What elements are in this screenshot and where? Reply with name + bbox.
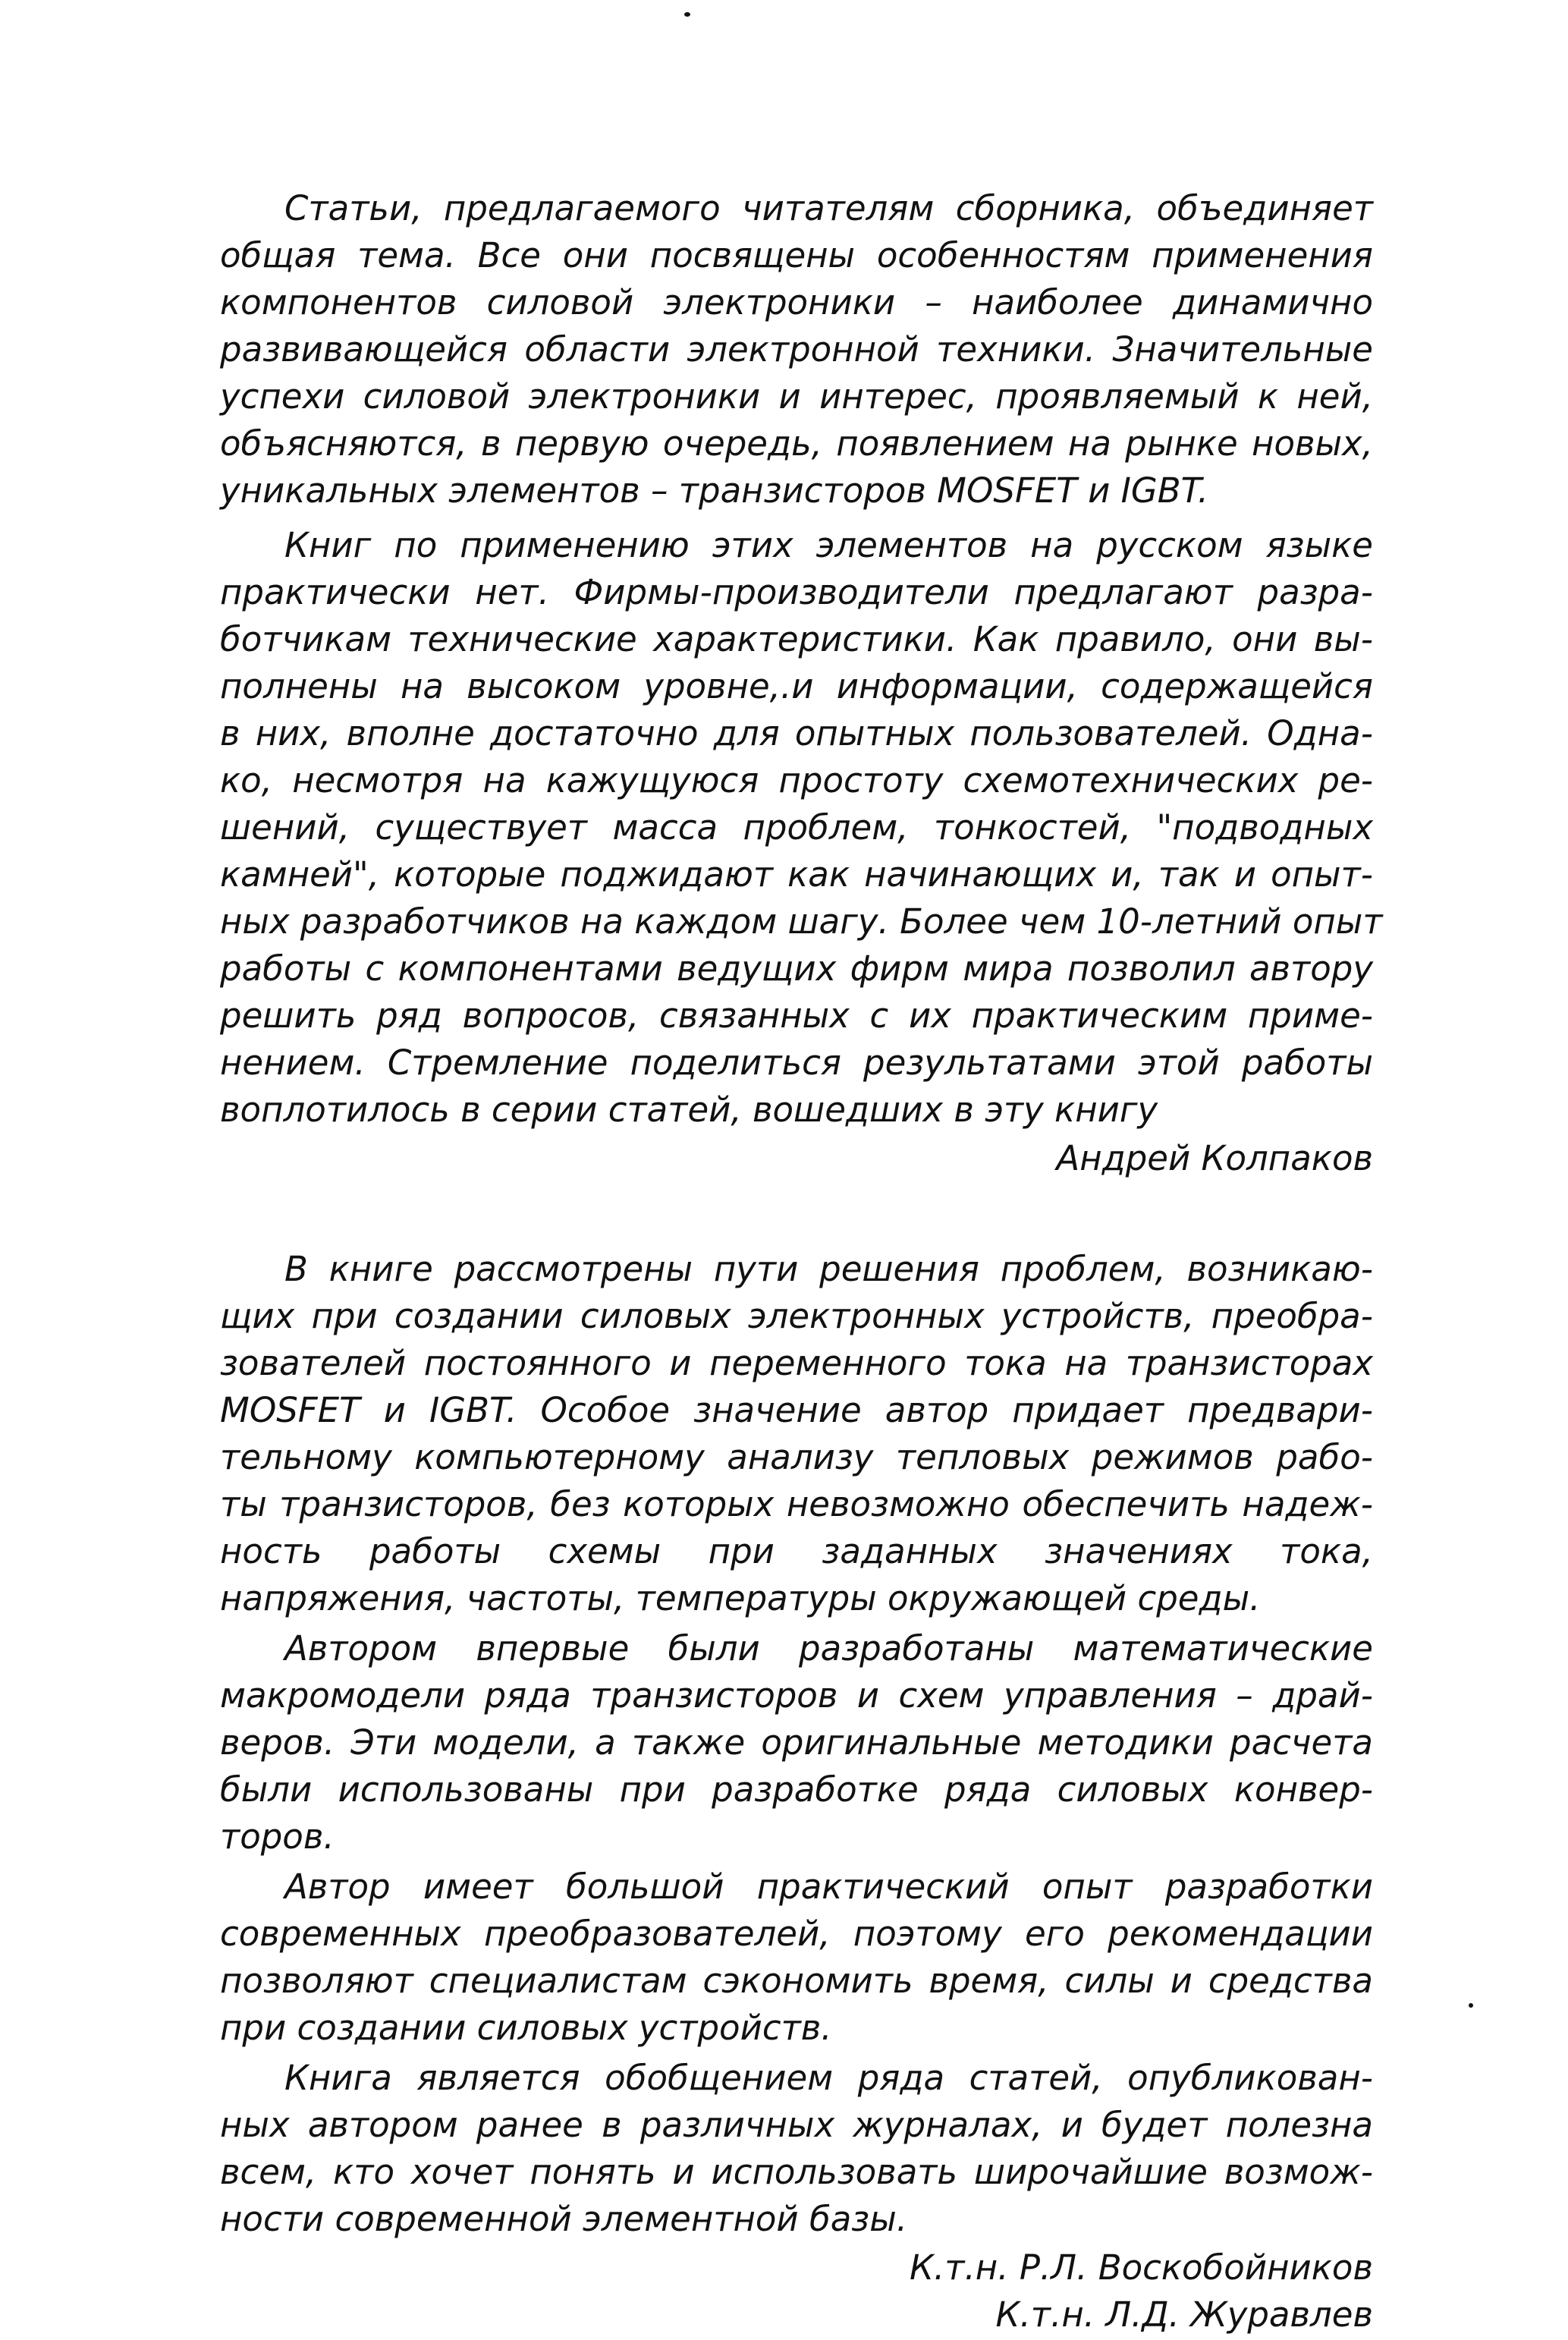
text-line: камней", которые поджидают как начинающих и, так и опыт-: [220, 854, 1373, 895]
text-line: практически нет. Фирмы-производители предлагают разра-: [220, 572, 1373, 612]
text-line: зователей постоянного и переменного тока на транзисторах: [220, 1343, 1373, 1383]
text-line: В книге рассмотрены пути решения проблем, возникаю-: [284, 1249, 1373, 1289]
scan-speck: [1469, 2003, 1473, 2008]
text-line: MOSFET и IGBT. Особое значение автор придает предвари-: [220, 1390, 1373, 1430]
text-line: нением. Стремление поделиться результатами этой работы: [220, 1043, 1373, 1083]
text-line: ко, несмотря на кажущуюся простоту схемотехнических ре-: [220, 760, 1373, 800]
text-line: воплотилось в серии статей, вошедших в эту книгу: [220, 1090, 1158, 1130]
text-line: позволяют специалистам сэкономить время, силы и средства: [220, 1961, 1373, 2001]
text-line: уникальных элементов – транзисторов MOSFET и IGBT.: [220, 470, 1209, 511]
text-line: общая тема. Все они посвящены особенностям применения: [220, 235, 1373, 275]
text-line: ных разработчиков на каждом шагу. Более чем 10-летний опыт: [220, 901, 1383, 942]
text-line: полнены на высоком уровне,.и информации, содержащейся: [220, 666, 1373, 706]
text-line: щих при создании силовых электронных устройств, преобра-: [220, 1296, 1373, 1336]
text-line: развивающейся области электронной техники. Значительные: [220, 329, 1373, 370]
text-line: макромодели ряда транзисторов и схем управления – драй-: [220, 1675, 1373, 1716]
text-line: веров. Эти модели, а также оригинальные методики расчета: [220, 1722, 1373, 1763]
text-line: ты транзисторов, без которых невозможно обеспечить надеж-: [220, 1484, 1373, 1524]
annotation-signature: К.т.н. Р.Л. Воскобойников: [910, 2247, 1373, 2288]
text-line: в них, вполне достаточно для опытных пользователей. Одна-: [220, 713, 1373, 753]
text-line: работы с компонентами ведущих фирм мира позволил автору: [220, 948, 1373, 989]
text-line: Автор имеет большой практический опыт разработки: [284, 1867, 1373, 1907]
text-line: объясняются, в первую очередь, появлением на рынке новых,: [220, 423, 1373, 464]
preface-signature: Андрей Колпаков: [1056, 1138, 1373, 1178]
text-line: напряжения, частоты, температуры окружающей среды.: [220, 1578, 1261, 1618]
text-line: решить ряд вопросов, связанных с их практическим приме-: [220, 995, 1373, 1036]
text-line: современных преобразователей, поэтому его рекомендации: [220, 1914, 1373, 1954]
text-line: Автором впервые были разработаны математические: [284, 1628, 1373, 1669]
text-line: ных автором ранее в различных журналах, и будет полезна: [220, 2105, 1373, 2145]
text-line: Статьи, предлагаемого читателям сборника, объединяет: [284, 188, 1373, 228]
text-line: компонентов силовой электроники – наиболее динамично: [220, 282, 1373, 322]
text-line: ботчикам технические характеристики. Как правило, они вы-: [220, 619, 1373, 659]
text-line: Книг по применению этих элементов на русском языке: [284, 525, 1373, 565]
text-line: Книга является обобщением ряда статей, опубликован-: [284, 2058, 1373, 2098]
text-line: ности современной элементной базы.: [220, 2199, 908, 2239]
text-line: торов.: [220, 1816, 335, 1857]
text-line: успехи силовой электроники и интерес, проявляемый к ней,: [220, 376, 1373, 417]
text-line: всем, кто хочет понять и использовать широчайшие возмож-: [220, 2152, 1373, 2192]
text-line: шений, существует масса проблем, тонкостей, "подводных: [220, 807, 1373, 848]
annotation-signature: К.т.н. Л.Д. Журавлев: [995, 2294, 1373, 2335]
text-line: тельному компьютерному анализу тепловых режимов рабо-: [220, 1437, 1373, 1477]
text-line: при создании силовых устройств.: [220, 2008, 832, 2048]
text-line: ность работы схемы при заданных значениях тока,: [220, 1531, 1373, 1571]
scan-speck: [684, 12, 690, 17]
text-line: были использованы при разработке ряда силовых конвер-: [220, 1769, 1373, 1810]
